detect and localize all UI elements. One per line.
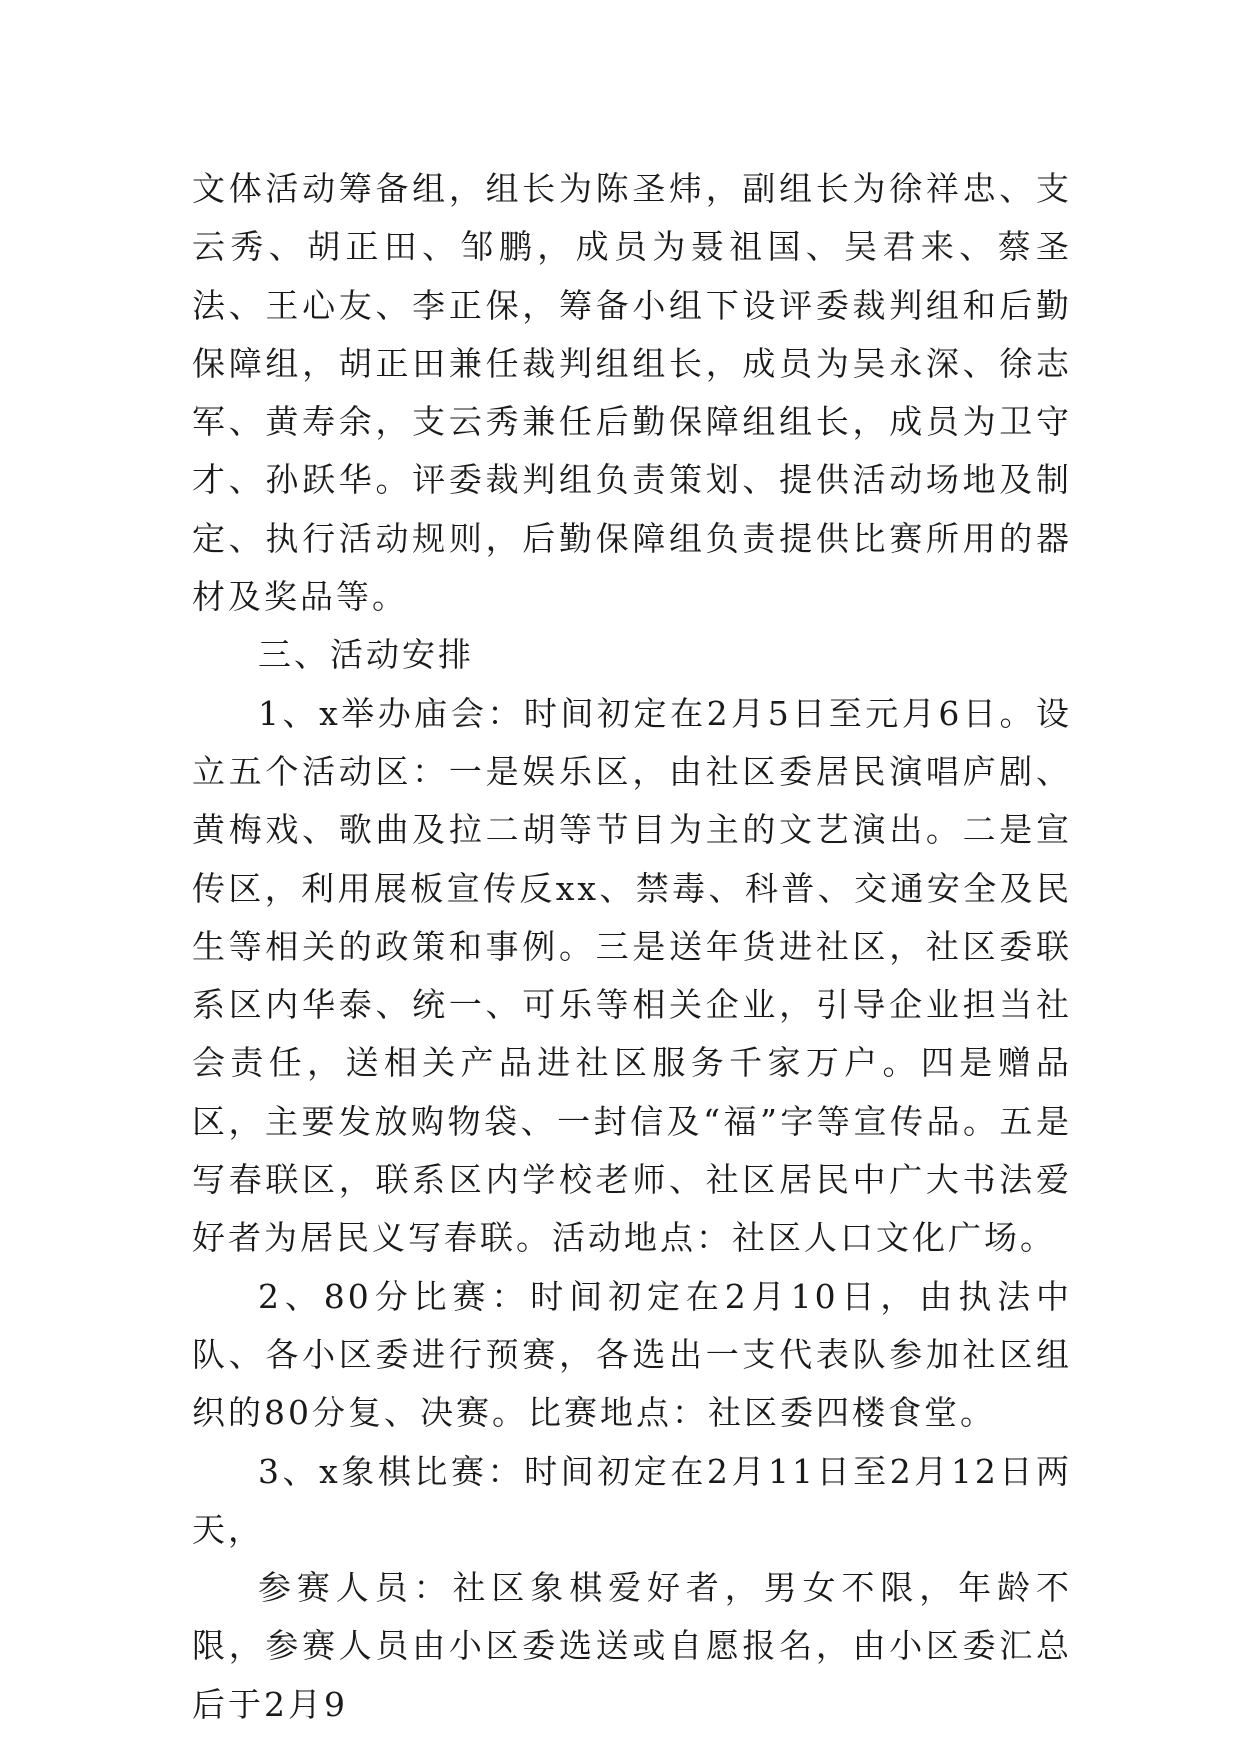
paragraph-organizing-group: 文体活动筹备组，组长为陈圣炜，副组长为徐祥忠、支云秀、胡正田、邹鹏，成员为聂祖国、吴君来、蔡圣法、王心友、李正保，筹备小组下设评委裁判组和后勤保障组，胡正田兼任裁判组组长，成员为吴永深、徐志军、黄寿余，支云秀兼任后勤保障组组长，成员为卫守才、孙跃华。评委裁判组负责策划、提供活动场地及制定、执行活动规则，后勤保障组负责提供比赛所用的器材及奖品等。 — [192, 169, 1072, 617]
paragraph-chess-match: 3、x象棋比赛：时间初定在2月11日至2月12日两天， — [192, 1451, 1072, 1549]
paragraph-participants: 参赛人员：社区象棋爱好者，男女不限，年龄不限，参赛人员由小区委选送或自愿报名，由小区委汇总后于2月9 — [192, 1568, 1072, 1724]
section-heading-activity-arrangement: 三、活动安排 — [258, 635, 474, 675]
paragraph-80-points-match: 2、80分比赛：时间初定在2月10日，由执法中队、各小区委进行预赛，各选出一支代表队参加社区组织的80分复、决赛。比赛地点：社区委四楼食堂。 — [192, 1276, 1072, 1433]
document-body — [192, 160, 1072, 1734]
paragraph-temple-fair: 1、x举办庙会：时间初定在2月5日至元月6日。设立五个活动区：一是娱乐区，由社区委居民演唱庐剧、黄梅戏、歌曲及拉二胡等节目为主的文艺演出。二是宣传区，利用展板宣传反xx、禁毒、科普、交通安全及民生等相关的政策和事例。三是送年货进社区，社区委联系区内华泰、统一、可乐等相关企业，引导企业担当社会责任，送相关产品进社区服务千家万户。四是赠品区，主要发放购物袋、一封信及“福”字等宣传品。五是写春联区，联系区内学校老师、社区居民中广大书法爱好者为居民义写春联。活动地点：社区人口文化广场。 — [192, 693, 1072, 1258]
